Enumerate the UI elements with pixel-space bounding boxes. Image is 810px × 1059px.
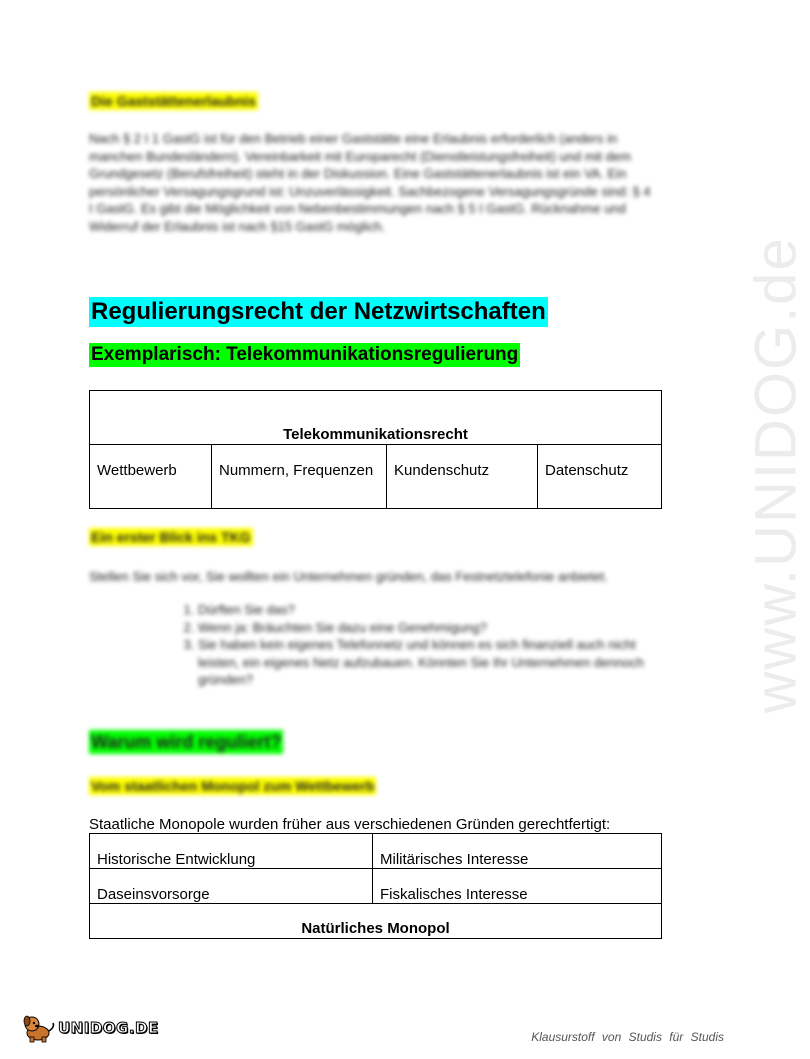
table-cell: Daseinsvorsorge [90, 869, 373, 904]
section-heading-tkg: Ein erster Blick ins TKG [91, 529, 251, 545]
table-cell: Fiskalisches Interesse [373, 869, 662, 904]
list-item: 1. Dürften Sie das? [198, 601, 658, 619]
table-cell: Historische Entwicklung [90, 834, 373, 869]
page-subtitle: Exemplarisch: Telekommunikationsregulierung [91, 344, 519, 365]
watermark: www.UNIDOG.de [743, 236, 809, 714]
tk-category-cell: Kundenschutz [387, 445, 538, 509]
section-subheading-monopol: Vom staatlichen Monopol zum Wettbewerb [91, 778, 375, 794]
footer-tagline: Klausurstoff von Studis für Studis [531, 1030, 724, 1044]
logo-text: UNIDOG.DE [58, 1019, 159, 1037]
tk-table-title: Telekommunikationsrecht [90, 391, 662, 445]
page-title: Regulierungsrecht der Netzwirtschaften [91, 298, 546, 325]
tk-category-cell: Nummern, Frequenzen [212, 445, 387, 509]
list-item: 2. Wenn ja: Bräuchten Sie dazu eine Genehmigung? [198, 619, 658, 637]
table-cell: Militärisches Interesse [373, 834, 662, 869]
section-heading-regulierung: Warum wird reguliert? [91, 732, 282, 752]
question-list [178, 601, 658, 689]
unidog-logo[interactable] [22, 1013, 159, 1043]
section-intro-tkg: Stellen Sie sich vor, Sie wollten ein Unternehmen gründen, das Festnetztelefonie anbietet. [89, 569, 608, 584]
table-footer-cell: Natürliches Monopol [90, 904, 662, 939]
section-paragraph-gaststaettenerlaubnis: Nach § 2 I 1 GastG ist für den Betrieb einer Gaststätte eine Erlaubnis erforderlich (anders in manchen Bundesländern). Vereinbarkeit mit Europarecht (Dienstleistungsfreiheit) und mit dem Grundgesetz (Berufsfreiheit) steht in der Diskussion. Eine Gaststättenerlaubnis ist ein VA. Ein persönlicher Versagungsgrund ist: Unzuverlässigkeit. Sachbezogene Versagungsgründe sind: § 4 I GastG. Es gibt die Möglichkeit von Nebenbestimmungen nach § 5 I GastG. Rücknahme und Widerruf der Erlaubnis ist nach §15 GastG möglich. [89, 131, 651, 234]
list-item: 3. Sie haben kein eigenes Telefonnetz und können es sich finanziell auch nicht leisten, ein eigenes Netz aufzubauen. Könnten Sie Ihr Unternehmen dennoch gründen? [198, 636, 658, 689]
tk-category-cell: Wettbewerb [90, 445, 212, 509]
table-row [90, 869, 662, 904]
section-heading-gaststaettenerlaubnis: Die Gaststättenerlaubnis [91, 93, 256, 109]
table-row [90, 834, 662, 869]
tk-category-cell: Datenschutz [538, 445, 662, 509]
table-row [90, 445, 662, 509]
table-row [90, 904, 662, 939]
dog-icon [22, 1013, 58, 1043]
tk-table [89, 390, 662, 509]
monopol-intro: Staatliche Monopole wurden früher aus verschiedenen Gründen gerechtfertigt: [89, 816, 611, 833]
monopol-table [89, 833, 662, 939]
